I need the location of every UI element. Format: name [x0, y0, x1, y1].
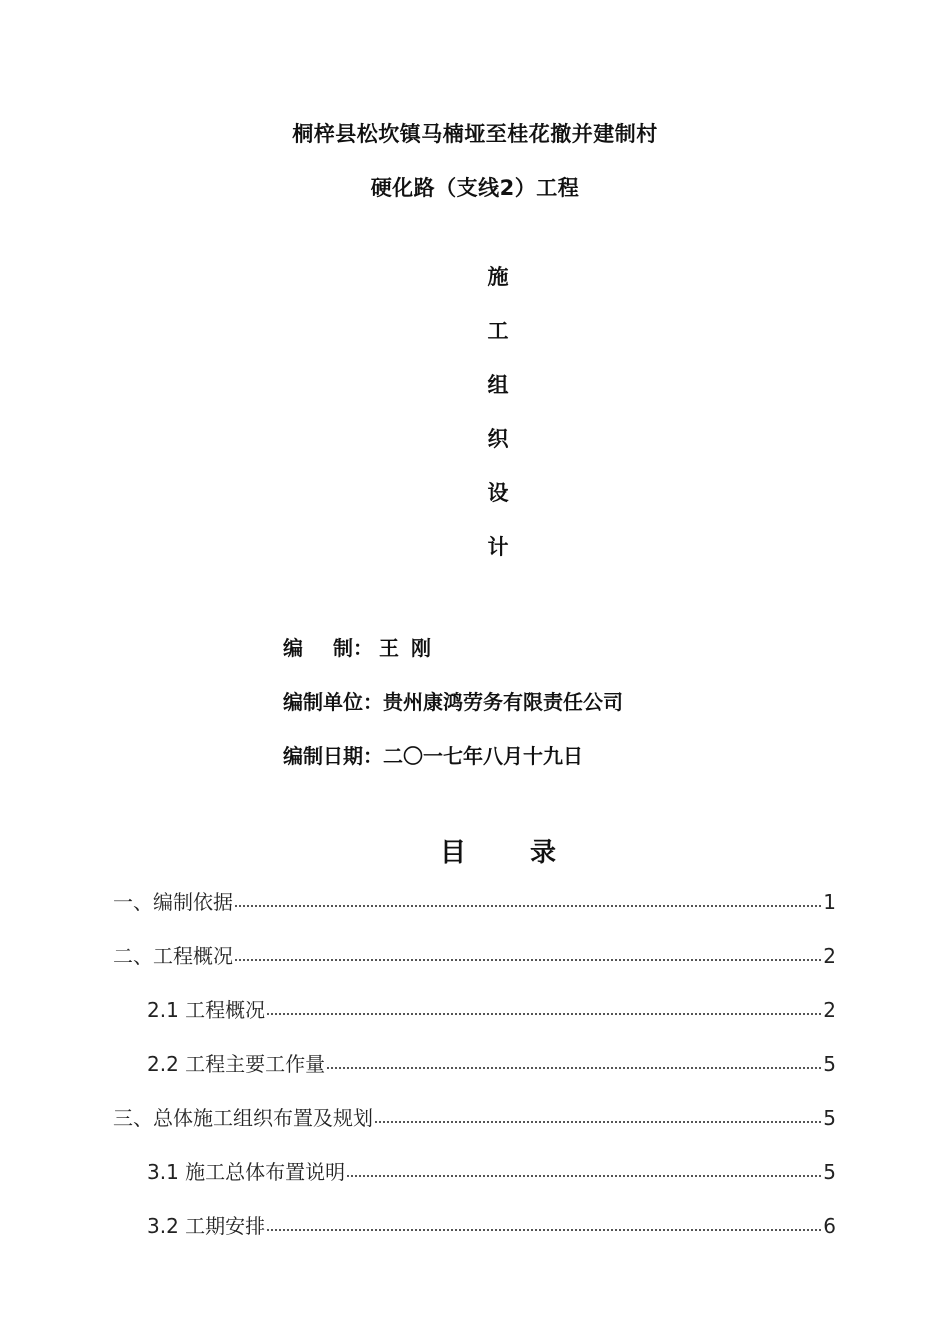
compiling-unit-key: 编制单位： — [283, 690, 383, 714]
toc-entry-label: 二、工程概况 — [113, 944, 233, 968]
toc-entry-page: 2 — [823, 944, 836, 968]
toc-entry-label: 一、编制依据 — [113, 890, 233, 914]
vertical-title-char: 施 — [487, 265, 509, 289]
toc-leader-dots — [347, 1159, 821, 1179]
toc-leader-dots — [235, 943, 821, 963]
compiler-key — [283, 632, 379, 661]
toc-entry-page: 1 — [823, 890, 836, 914]
toc-entry-label: 三、总体施工组织布置及规划 — [113, 1106, 373, 1130]
compiler-key-b: 制 — [333, 636, 353, 660]
vertical-title-char: 设 — [487, 481, 509, 505]
toc-title — [0, 832, 950, 869]
toc-entry-label: 3.1 施工总体布置说明 — [147, 1160, 346, 1184]
vertical-title-char: 组 — [487, 373, 509, 397]
toc-leader-dots — [375, 1105, 821, 1125]
toc-entry-page: 5 — [823, 1106, 836, 1130]
toc-entry[interactable] — [147, 1210, 836, 1240]
toc-entry-label: 3.2 工期安排 — [147, 1214, 266, 1238]
compiler-name-a: 王 — [379, 636, 399, 660]
toc-entry-page: 5 — [823, 1160, 836, 1184]
vertical-title-char: 计 — [487, 535, 509, 559]
compiler-name-b: 刚 — [411, 636, 431, 660]
toc-entry[interactable] — [113, 940, 836, 970]
toc-leader-dots — [267, 1213, 821, 1233]
project-title-line-1: 桐梓县松坎镇马楠垭至桂花撤并建制村 — [292, 122, 658, 146]
toc-entry-label: 2.1 工程概况 — [147, 998, 266, 1022]
toc-title-a: 目 — [439, 838, 466, 868]
vertical-title-char: 工 — [487, 319, 509, 343]
compiler-line — [283, 632, 431, 661]
compiling-unit-value: 贵州康鸿劳务有限责任公司 — [383, 690, 623, 714]
toc-entry-page: 5 — [823, 1052, 836, 1076]
toc-leader-dots — [327, 1051, 821, 1071]
toc-entry-page: 6 — [823, 1214, 836, 1238]
toc-entry[interactable] — [113, 1102, 836, 1132]
toc-entry-page: 2 — [823, 998, 836, 1022]
project-title-line-2: 硬化路（支线2）工程 — [370, 176, 580, 200]
vertical-doc-title — [0, 262, 950, 586]
compiling-date-value: 二〇一七年八月十九日 — [383, 744, 583, 768]
vertical-title-char: 织 — [487, 427, 509, 451]
toc-entry[interactable] — [147, 1048, 836, 1078]
compiling-date-key: 编制日期： — [283, 744, 383, 768]
toc-entry[interactable] — [113, 886, 836, 916]
compiler-key-a: 编 — [283, 636, 303, 660]
toc-leader-dots — [267, 997, 821, 1017]
toc-title-b: 录 — [530, 838, 557, 868]
toc-entry[interactable] — [147, 994, 836, 1024]
toc-entry-label: 2.2 工程主要工作量 — [147, 1052, 326, 1076]
compiling-unit-line — [283, 686, 623, 715]
compiler-key-sep: ： — [353, 636, 373, 660]
compiler-name — [379, 636, 431, 660]
toc-entry[interactable] — [147, 1156, 836, 1186]
compiling-date-line — [283, 740, 583, 769]
toc-leader-dots — [235, 889, 821, 909]
